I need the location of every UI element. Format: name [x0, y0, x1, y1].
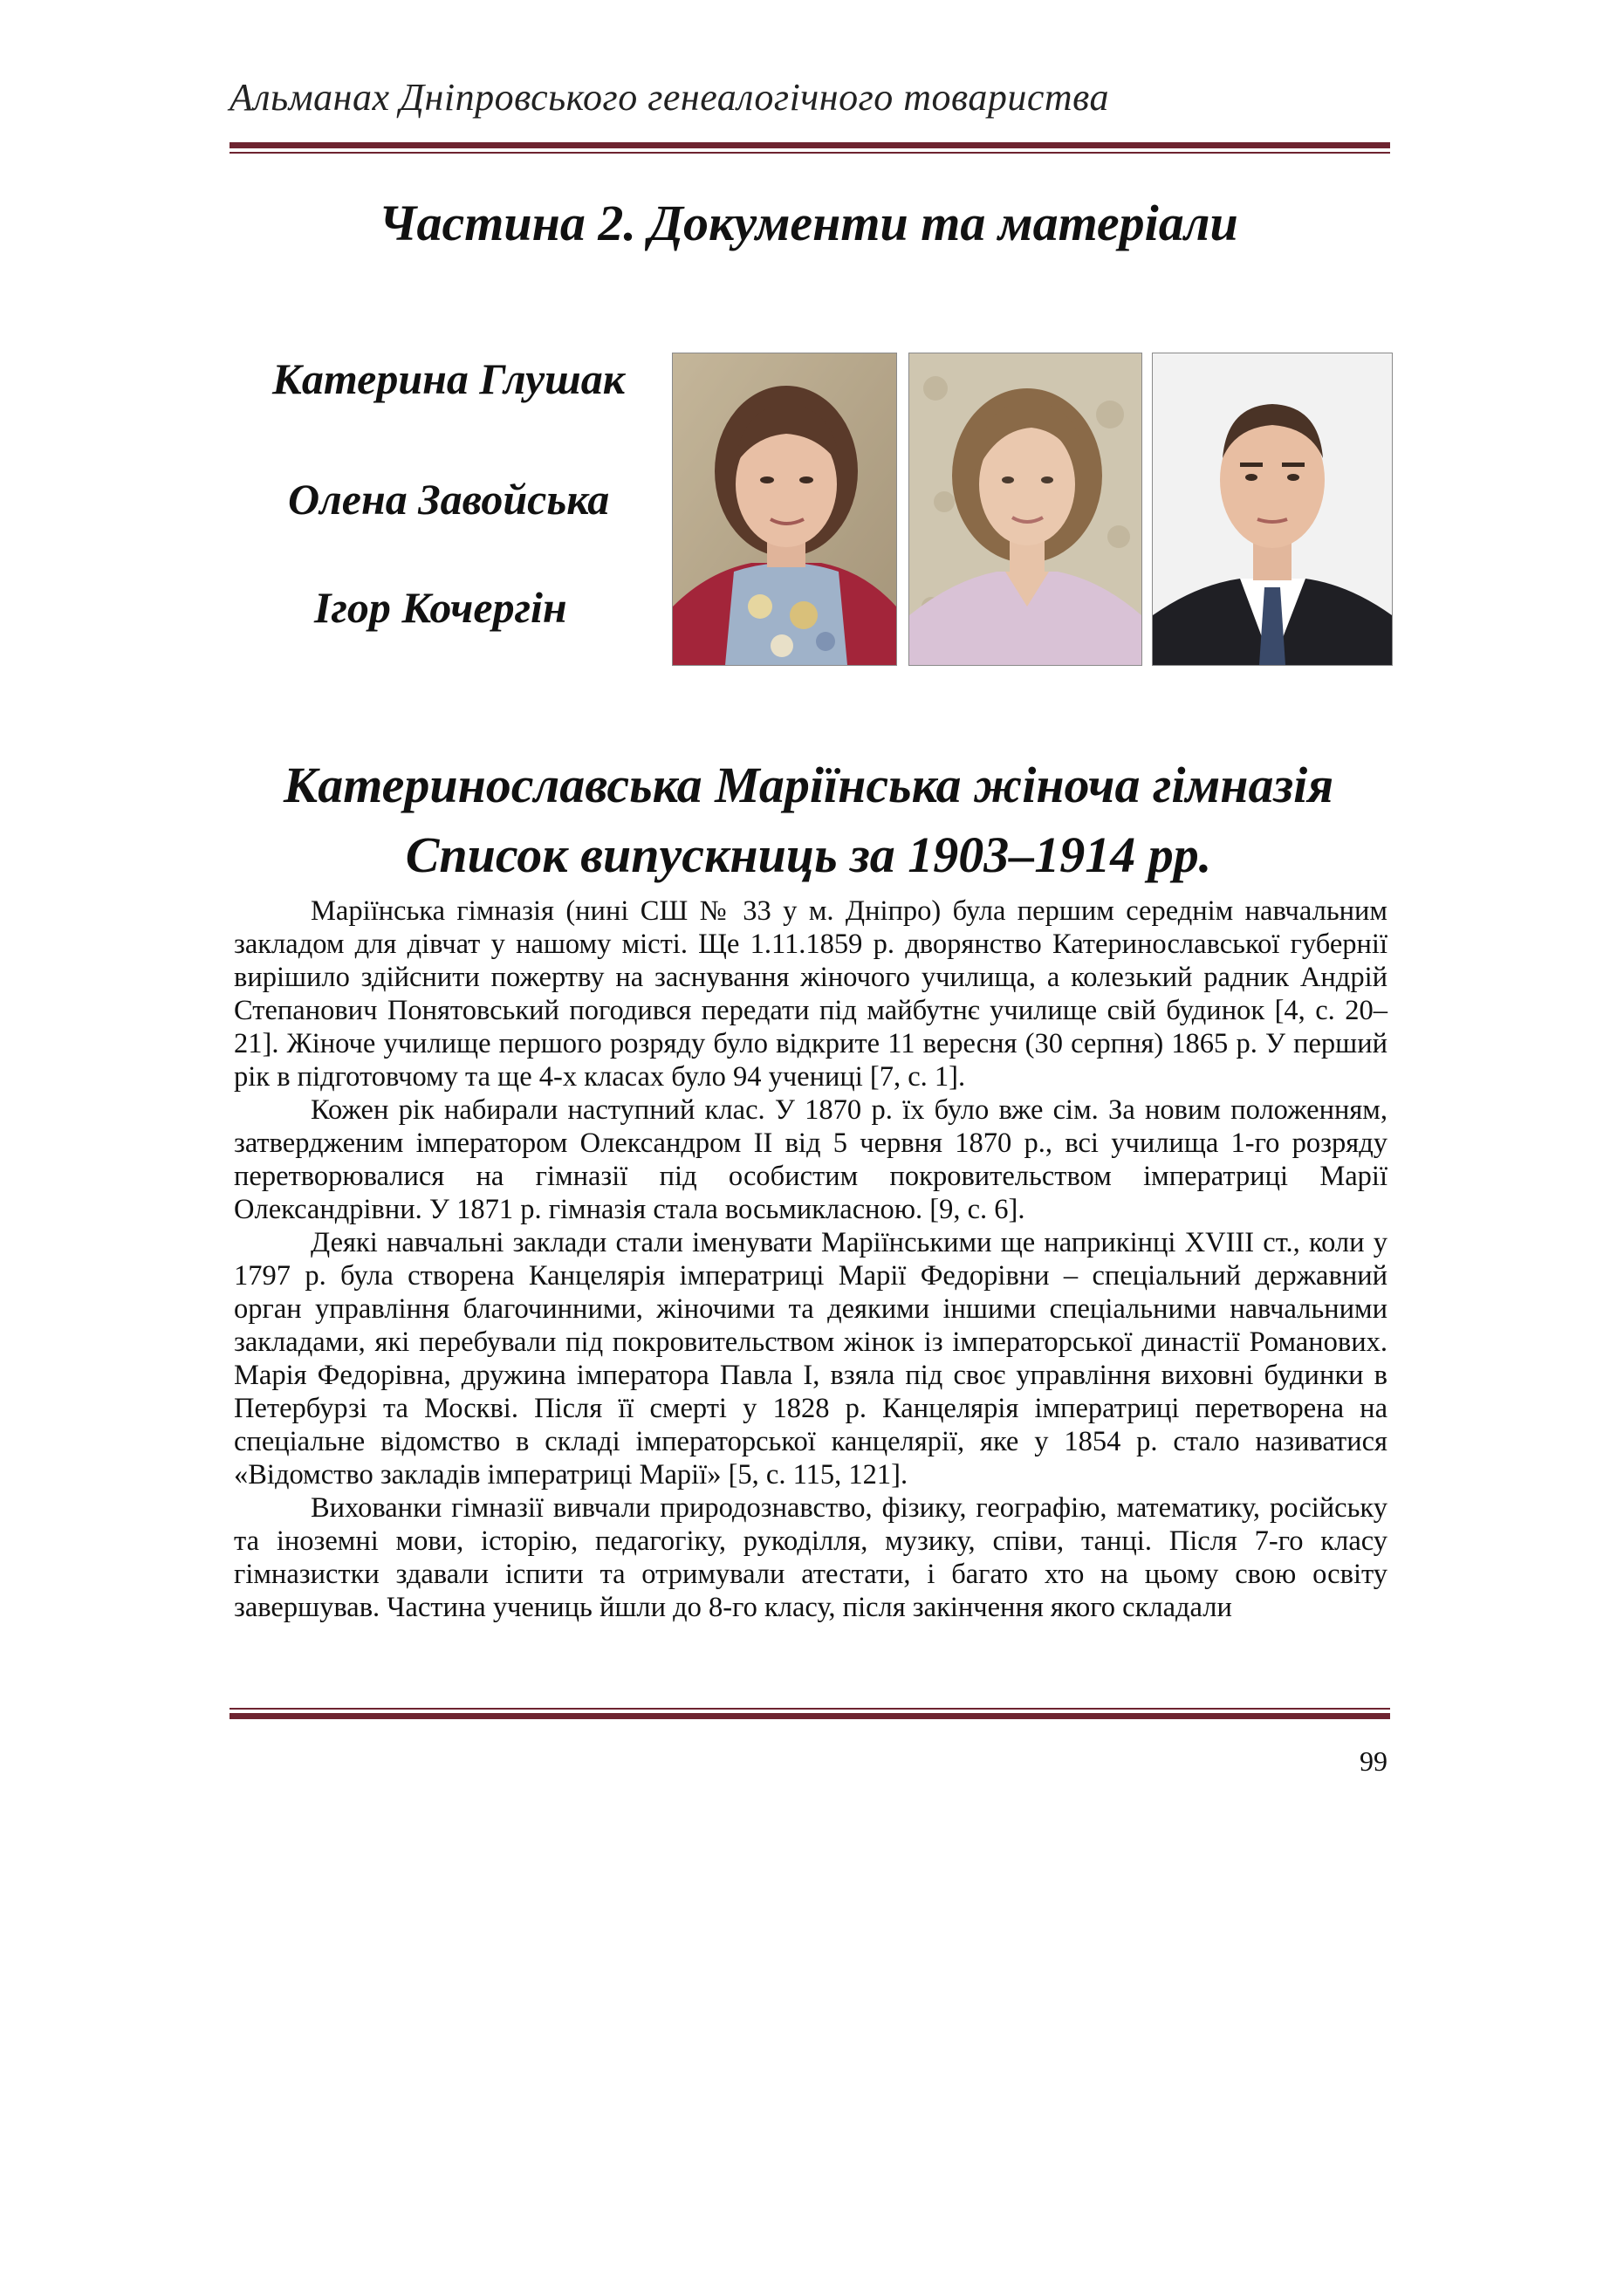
paragraph: Вихованки гімназії вивчали природознавство, фізику, географію, математику, російську та іноземні мови, історію, педагогіку, рукоділля, музику, співи, танці. Після 7-го класу гімназистки здавали іспити та отримували атестати, і багато хто на цьому свою освіту завершував. Частина учениць йшли до 8-го класу, після закінчення якого складали — [234, 1492, 1387, 1623]
author-photo-3 — [1152, 353, 1393, 666]
article-title — [0, 750, 1617, 890]
author-photo-1 — [672, 353, 897, 666]
portrait-image — [909, 353, 1141, 665]
paragraph: Маріїнська гімназія (нині СШ № 33 у м. Дніпро) була першим середнім навчальним закладом для дівчат у нашому місті. Ще 1.11.1859 р. дворянство Катеринославської губернії вирішило здійснити пожертву на заснування жіночого училища, а колезький радник Андрій Степанович Понятовський погодився передати під майбутнє училище свій будинок [4, с. 20–21]. Жіноче училище першого розряду було відкрите 11 вересня (30 серпня) 1865 р. У перший рік в підготовчому та ще 4-х класах було 94 учениці [7, с. 1]. — [234, 895, 1387, 1093]
footer-rule — [230, 1708, 1390, 1719]
running-header: Альманах Дніпровського генеалогічного товариства — [230, 76, 1109, 119]
paragraph: Деякі навчальні заклади стали іменувати Маріїнськими ще наприкінці XVIII ст., коли у 1797 р. була створена Канцелярія імператриці Марії Федорівни – спеціальний державний орган управління благочинними, жіночими та деякими іншими спеціальними навчальними закладами, які перебували під покровительством жінок із імператорської династії Романових. Марія Федорівна, дружина імператора Павла I, взяла під своє управління виховні будинки в Петербурзі та Москві. Після її смерті у 1828 р. Канцелярія імператриці перетворена на спеціальне відомство в складі імператорської канцелярії, яке у 1854 р. стало називатися «Відомство закладів імператриці Марії» [5, с. 115, 121]. — [234, 1227, 1387, 1491]
author-name: Катерина Глушак — [272, 354, 626, 403]
author-photo-2 — [908, 353, 1142, 666]
article-title-line-1: Катеринославська Маріїнська жіноча гімназія — [283, 757, 1334, 813]
header-rule — [230, 142, 1390, 154]
paragraph: Кожен рік набирали наступний клас. У 1870 р. їх було вже сім. За новим положенням, затвердженим імператором Олександром II від 5 червня 1870 р., всі училища 1-го розряду перетворювалися на гімназії під особистим покровительством імператриці Марії Олександрівни. У 1871 р. гімназія стала восьмикласною. [9, с. 6]. — [234, 1094, 1387, 1225]
section-title: Частина 2. Документи та матеріали — [379, 195, 1238, 251]
portrait-image — [673, 353, 896, 665]
article-body — [234, 894, 1387, 1624]
page-number: 99 — [1360, 1745, 1387, 1777]
article-title-line-2: Список випускниць за 1903–1914 рр. — [405, 826, 1212, 883]
portrait-image — [1153, 353, 1392, 665]
author-name: Ігор Кочергін — [314, 583, 567, 632]
author-name: Олена Завойська — [288, 475, 610, 524]
